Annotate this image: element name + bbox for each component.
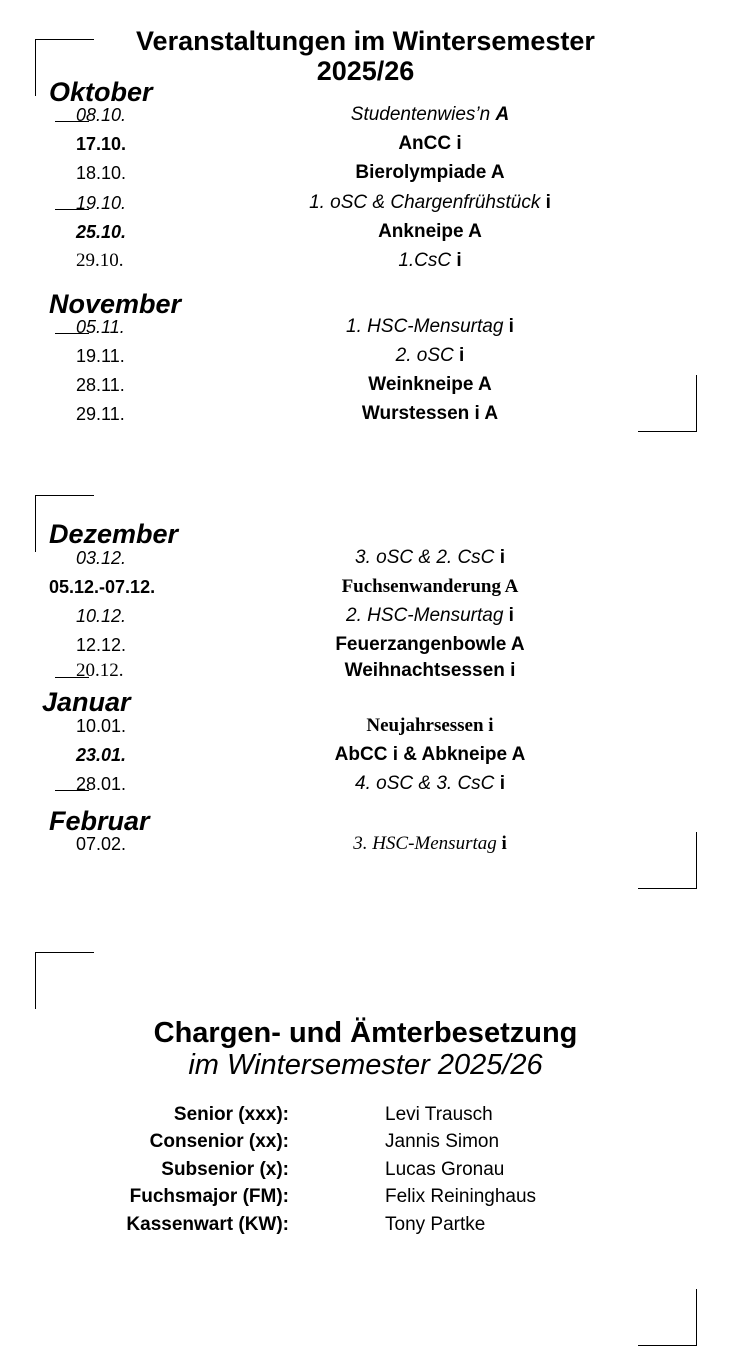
officer-role: Consenior (xx): xyxy=(149,1131,289,1152)
officer-row xyxy=(0,1101,731,1128)
event-title xyxy=(170,545,690,571)
event-date: 28.11. xyxy=(76,375,125,395)
event-row xyxy=(0,401,731,427)
event-title: Feuerzangenbowle A xyxy=(335,634,525,655)
event-row xyxy=(0,603,731,629)
crop-mark-top-left-3 xyxy=(35,952,94,1009)
event-title-text: 2. HSC-Mensurtag xyxy=(346,605,504,626)
event-date: 07.02. xyxy=(76,834,127,854)
event-title-text: 1. HSC-Mensurtag xyxy=(346,316,504,337)
event-title xyxy=(170,248,690,274)
event-title xyxy=(170,102,690,128)
event-suffix: A xyxy=(495,104,510,125)
event-date: 20.12. xyxy=(76,660,124,681)
event-title: Bierolympiade A xyxy=(355,162,505,183)
page-title-line2: 2025/26 xyxy=(316,56,415,86)
event-date: 18.10. xyxy=(76,163,127,183)
event-date: 29.10. xyxy=(76,250,124,271)
event-date: 08.10. xyxy=(76,105,127,125)
event-date: 05.12.-07.12. xyxy=(49,577,156,597)
event-title-text: 4. oSC & 3. CsC xyxy=(355,773,500,794)
event-row xyxy=(0,372,731,398)
officer-name: Lucas Gronau xyxy=(385,1159,505,1180)
event-title xyxy=(170,343,690,369)
event-suffix: i xyxy=(501,833,507,854)
month-heading-januar: Januar xyxy=(42,687,131,717)
officers-title: Chargen- und Ämterbesetzung xyxy=(153,1017,578,1049)
event-row xyxy=(0,545,731,571)
officers-subtitle: im Wintersemester 2025/26 xyxy=(188,1049,543,1081)
event-title xyxy=(170,190,690,216)
crop-mark-bottom-right-3 xyxy=(638,1289,697,1346)
officer-name: Felix Reininghaus xyxy=(385,1186,537,1207)
event-suffix: i xyxy=(499,773,505,794)
event-row xyxy=(0,248,731,274)
event-title xyxy=(170,771,690,797)
event-date: 29.11. xyxy=(76,404,125,424)
officer-row xyxy=(0,1156,731,1183)
officer-row xyxy=(0,1128,731,1155)
event-row xyxy=(0,771,731,797)
event-title: Ankneipe A xyxy=(378,221,482,242)
officer-role: Senior (xxx): xyxy=(173,1104,289,1125)
event-title-text: 2. oSC xyxy=(395,345,454,366)
event-title xyxy=(170,314,690,340)
event-row xyxy=(0,219,731,245)
month-heading-november: November xyxy=(49,289,182,319)
event-row xyxy=(0,102,731,128)
event-date: 03.12. xyxy=(76,548,127,568)
event-row xyxy=(0,742,731,768)
event-date: 05.11. xyxy=(76,317,125,337)
event-row xyxy=(0,713,731,739)
event-title: Weihnachtsessen i xyxy=(344,660,516,681)
event-row xyxy=(0,632,731,658)
event-date: 10.01. xyxy=(76,716,127,736)
event-title-text: 3. HSC-Mensurtag xyxy=(353,833,497,854)
event-date: 19.10. xyxy=(76,193,127,213)
event-title-text: 3. oSC & 2. CsC xyxy=(355,547,495,568)
event-date: 17.10. xyxy=(76,134,127,154)
event-date: 23.01. xyxy=(76,745,127,765)
event-row xyxy=(0,160,731,186)
month-heading-dezember: Dezember xyxy=(49,519,179,549)
officer-name: Jannis Simon xyxy=(385,1131,500,1152)
event-suffix: i xyxy=(499,547,505,568)
event-title: AnCC i xyxy=(398,133,462,154)
officer-name: Levi Trausch xyxy=(385,1104,493,1125)
event-suffix: i xyxy=(508,605,514,626)
event-suffix: i xyxy=(456,250,462,271)
event-row xyxy=(0,343,731,369)
event-suffix: i xyxy=(545,192,551,213)
event-row xyxy=(0,190,731,216)
event-row xyxy=(0,658,731,684)
event-date: 10.12. xyxy=(76,606,127,626)
event-date: 25.10. xyxy=(76,222,127,242)
event-row xyxy=(0,831,731,857)
officer-row xyxy=(0,1211,731,1238)
month-heading-februar: Februar xyxy=(49,806,150,836)
event-row xyxy=(0,131,731,157)
event-row xyxy=(0,574,731,600)
event-title-text: Studentenwies’n xyxy=(350,104,491,125)
event-row xyxy=(0,314,731,340)
officer-role: Fuchsmajor (FM): xyxy=(129,1186,289,1207)
event-title xyxy=(170,603,690,629)
event-date: 12.12. xyxy=(76,635,127,655)
event-title: Wurstessen i A xyxy=(361,403,499,424)
officer-role: Subsenior (x): xyxy=(161,1159,289,1180)
event-title: Weinkneipe A xyxy=(368,374,492,395)
event-title-text: 1. oSC & Chargenfrühstück xyxy=(309,192,541,213)
event-title xyxy=(170,831,690,857)
officer-role: Kassenwart (KW): xyxy=(126,1214,289,1235)
event-title: AbCC i & Abkneipe A xyxy=(334,744,526,765)
page-title-line1: Veranstaltungen im Wintersemester xyxy=(136,26,595,56)
event-title: Neujahrsessen i xyxy=(366,715,494,736)
event-title: Fuchsenwanderung A xyxy=(341,576,519,597)
officer-name: Tony Partke xyxy=(385,1214,486,1235)
event-title-text: 1.CsC xyxy=(398,250,452,271)
event-date: 19.11. xyxy=(76,346,125,366)
officer-row xyxy=(0,1183,731,1210)
event-suffix: i xyxy=(508,316,514,337)
event-suffix: i xyxy=(459,345,465,366)
month-heading-oktober: Oktober xyxy=(49,77,153,107)
event-date: 28.01. xyxy=(76,774,127,794)
